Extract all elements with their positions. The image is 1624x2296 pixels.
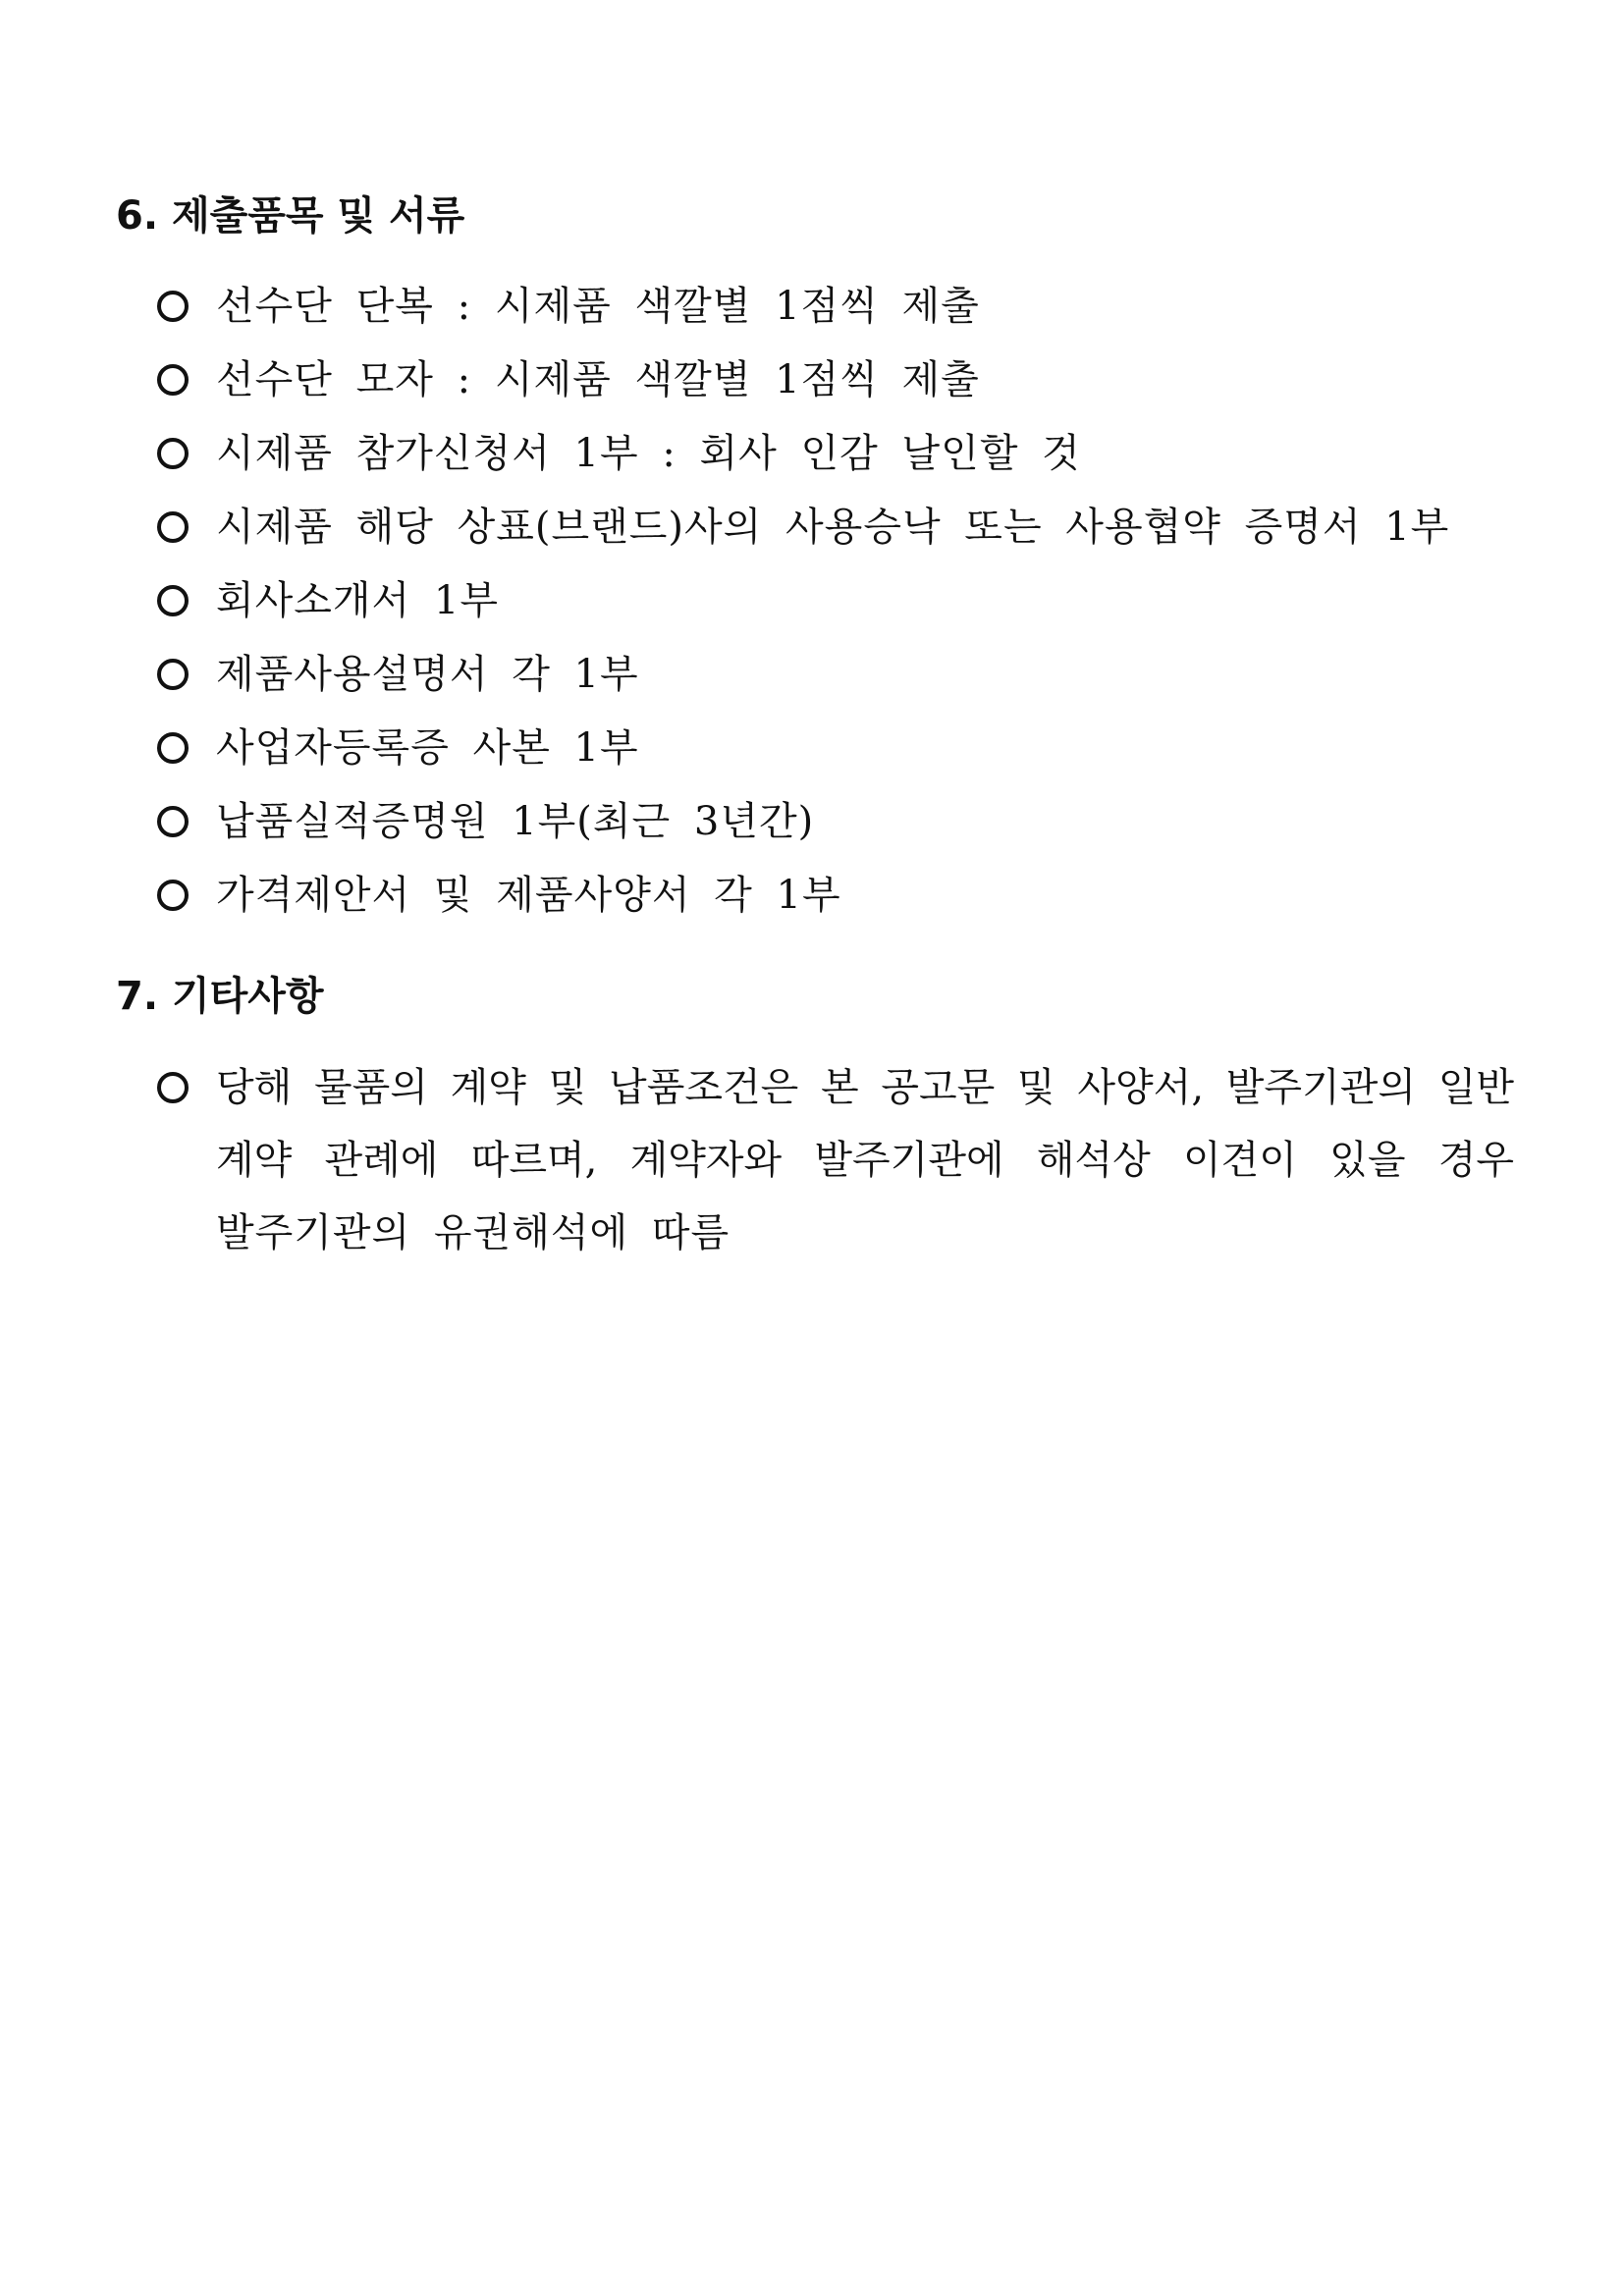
section-6-heading: 6. 제출품목 및 서류: [116, 193, 465, 239]
paragraph-line: 계약 관례에 따르며, 계약자와 발주기관에 해석상 이견이 있을 경우: [216, 1138, 1514, 1183]
list-item-text: 선수단 단복 : 시제품 색깔별 1점씩 제출: [216, 284, 980, 329]
circle-bullet-icon: [157, 511, 189, 543]
list-item-text: 납품실적증명원 1부(최근 3년간): [216, 799, 815, 844]
list-item-text: 선수단 모자 : 시제품 색깔별 1점씩 제출: [216, 357, 980, 402]
circle-bullet-icon: [157, 880, 189, 911]
circle-bullet-icon: [157, 1072, 189, 1103]
list-item-text: 회사소개서 1부: [216, 578, 500, 623]
circle-bullet-icon: [157, 291, 189, 322]
list-item-text: 사업자등록증 사본 1부: [216, 725, 639, 771]
list-item-text: 시제품 해당 상표(브랜드)사의 사용승낙 또는 사용협약 증명서 1부: [216, 505, 1450, 550]
list-item-text: 가격제안서 및 제품사양서 각 1부: [216, 873, 841, 918]
section-7-heading: 7. 기타사항: [116, 974, 324, 1019]
list-item-text: 제품사용설명서 각 1부: [216, 652, 639, 697]
paragraph-line: 발주기관의 유권해석에 따름: [216, 1210, 731, 1255]
circle-bullet-icon: [157, 585, 189, 616]
circle-bullet-icon: [157, 438, 189, 469]
paragraph-line: 당해 물품의 계약 및 납품조건은 본 공고문 및 사양서, 발주기관의 일반: [216, 1065, 1514, 1110]
list-item-text: 시제품 참가신청서 1부 : 회사 인감 날인할 것: [216, 431, 1081, 476]
circle-bullet-icon: [157, 364, 189, 396]
circle-bullet-icon: [157, 732, 189, 764]
circle-bullet-icon: [157, 806, 189, 837]
circle-bullet-icon: [157, 659, 189, 690]
